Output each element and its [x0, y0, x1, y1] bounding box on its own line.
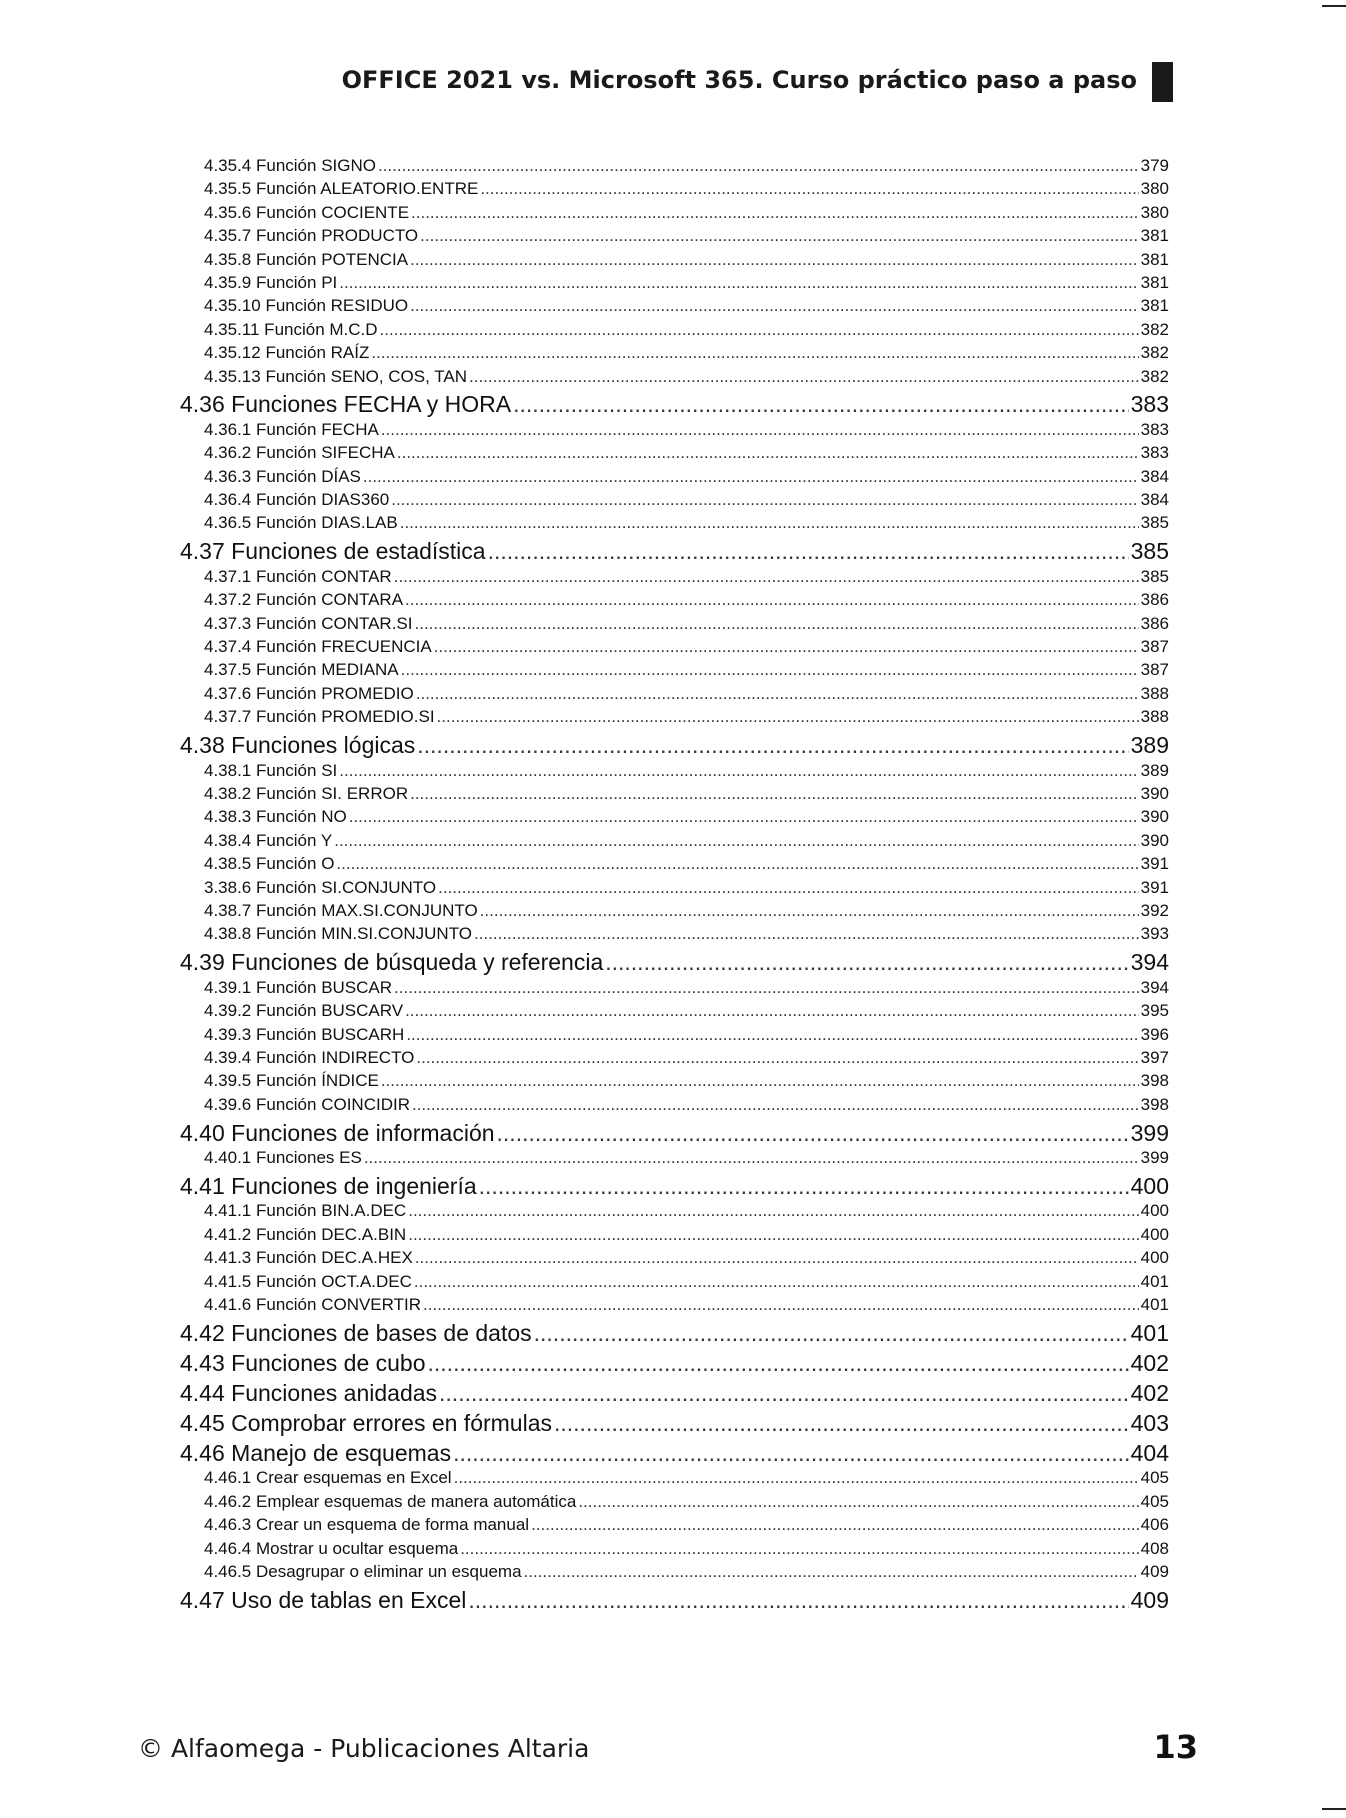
toc-entry-title: 4.36.3 Función DÍAS: [204, 466, 361, 486]
running-header: [180, 62, 1173, 102]
toc-entry-page: 386: [1140, 590, 1169, 610]
toc-subsection-entry: [180, 1071, 1169, 1094]
toc-dot-leader: [339, 761, 1138, 781]
toc-subsection-entry: [180, 467, 1169, 490]
toc-entry-title: 4.39.1 Función BUSCAR: [204, 977, 393, 997]
toc-dot-leader: [416, 684, 1139, 704]
toc-entry-title: 4.46.5 Desagrupar o eliminar un esquema: [204, 1561, 522, 1581]
toc-subsection-entry: [180, 1001, 1169, 1024]
toc-subsection-entry: [180, 420, 1169, 443]
toc-subsection-entry: [180, 1272, 1169, 1295]
copyright-text: © Alfaomega - Publicaciones Altaria: [138, 1734, 590, 1763]
toc-dot-leader: [438, 878, 1139, 898]
page-number: 13: [1153, 1728, 1198, 1766]
toc-subsection-entry: [180, 296, 1169, 319]
toc-entry-page: 400: [1140, 1201, 1169, 1221]
toc-entry-title: 3.38.6 Función SI.CONJUNTO: [204, 877, 437, 897]
toc-entry-title: 4.41.2 Función DEC.A.BIN: [204, 1224, 407, 1244]
toc-subsection-entry: [180, 614, 1169, 637]
toc-dot-leader: [434, 637, 1139, 657]
toc-entry-title: 4.35.5 Función ALEATORIO.ENTRE: [204, 179, 479, 199]
toc-entry-title: 4.39.3 Función BUSCARH: [204, 1024, 405, 1044]
toc-subsection-entry: [180, 567, 1169, 590]
toc-entry-page: 385: [1140, 513, 1169, 533]
toc-subsection-entry: [180, 1225, 1169, 1248]
toc-subsection-entry: [180, 878, 1169, 901]
toc-entry-title: 4.36.2 Función SIFECHA: [204, 443, 395, 463]
toc-entry-page: 387: [1140, 637, 1169, 657]
toc-entry-page: 384: [1140, 466, 1169, 486]
toc-dot-leader: [405, 1001, 1139, 1021]
toc-dot-leader: [497, 1120, 1129, 1147]
toc-entry-title: 4.38.2 Función SI. ERROR: [204, 783, 409, 803]
toc-subsection-entry: [180, 1248, 1169, 1271]
toc-entry-page: 394: [1140, 977, 1169, 997]
toc-dot-leader: [534, 1320, 1129, 1347]
page-footer: [138, 1728, 1198, 1768]
toc-dot-leader: [397, 443, 1139, 463]
toc-dot-leader: [400, 513, 1139, 533]
toc-entry-title: 4.35.8 Función POTENCIA: [204, 249, 409, 269]
toc-dot-leader: [479, 1173, 1129, 1200]
toc-dot-leader: [349, 807, 1139, 827]
toc-dot-leader: [480, 901, 1139, 921]
toc-entry-page: 402: [1130, 1349, 1169, 1376]
toc-entry-title: 4.41.5 Función OCT.A.DEC: [204, 1271, 412, 1291]
toc-dot-leader: [394, 978, 1139, 998]
toc-entry-page: 385: [1140, 566, 1169, 586]
toc-entry-title: 4.39.2 Función BUSCARV: [204, 1001, 404, 1021]
toc-dot-leader: [524, 1562, 1139, 1582]
toc-entry-page: 388: [1140, 683, 1169, 703]
toc-dot-leader: [410, 250, 1139, 270]
toc-entry-page: 395: [1140, 1001, 1169, 1021]
toc-entry-page: 404: [1130, 1439, 1169, 1466]
header-bar: [1152, 62, 1173, 102]
toc-subsection-entry: [180, 1562, 1169, 1585]
toc-entry-page: 408: [1140, 1538, 1169, 1558]
toc-dot-leader: [410, 784, 1139, 804]
toc-entry-page: 382: [1140, 343, 1169, 363]
toc-entry-title: 4.42 Funciones de bases de datos: [180, 1319, 532, 1346]
toc-entry-title: 4.41 Funciones de ingeniería: [180, 1172, 477, 1199]
toc-entry-title: 4.35.9 Función PI: [204, 272, 338, 292]
toc-entry-title: 4.35.13 Función SENO, COS, TAN: [204, 366, 467, 386]
toc-entry-page: 400: [1140, 1248, 1169, 1268]
toc-entry-page: 405: [1140, 1468, 1169, 1488]
toc-entry-page: 396: [1140, 1024, 1169, 1044]
toc-entry-title: 4.35.4 Función SIGNO: [204, 156, 376, 175]
toc-entry-page: 403: [1130, 1409, 1169, 1436]
toc-dot-leader: [417, 732, 1128, 759]
toc-entry-page: 386: [1140, 613, 1169, 633]
toc-subsection-entry: [180, 1468, 1169, 1491]
toc-entry-page: 400: [1130, 1172, 1169, 1199]
toc-entry-page: 383: [1140, 419, 1169, 439]
toc-dot-leader: [488, 538, 1129, 565]
toc-subsection-entry: [180, 924, 1169, 947]
toc-subsection-entry: [180, 443, 1169, 466]
toc-entry-title: 4.46.2 Emplear esquemas de manera automática: [204, 1491, 577, 1511]
toc-section-entry: [180, 1318, 1169, 1348]
toc-entry-page: 380: [1140, 202, 1169, 222]
toc-subsection-entry: [180, 637, 1169, 660]
toc-subsection-entry: [180, 854, 1169, 877]
toc-dot-leader: [469, 367, 1139, 387]
book-title: OFFICE 2021 vs. Microsoft 365. Curso práctico paso a paso: [341, 66, 1137, 94]
toc-entry-title: 4.36.4 Función DIAS360: [204, 490, 390, 510]
toc-subsection-entry: [180, 807, 1169, 830]
toc-dot-leader: [406, 1025, 1138, 1045]
toc-section-entry: [180, 948, 1169, 978]
toc-subsection-entry: [180, 1201, 1169, 1224]
toc-entry-title: 4.35.11 Función M.C.D: [204, 319, 378, 339]
toc-entry-page: 379: [1140, 156, 1169, 175]
toc-subsection-entry: [180, 590, 1169, 613]
toc-subsection-entry: [180, 1095, 1169, 1118]
toc-entry-title: 4.41.6 Función CONVERTIR: [204, 1295, 421, 1315]
toc-subsection-entry: [180, 1539, 1169, 1562]
toc-subsection-entry: [180, 490, 1169, 513]
toc-entry-page: 381: [1140, 296, 1169, 316]
toc-dot-leader: [401, 660, 1139, 680]
toc-subsection-entry: [180, 156, 1169, 179]
toc-dot-leader: [468, 1587, 1128, 1614]
toc-section-entry: [180, 1118, 1169, 1148]
toc-entry-page: 394: [1130, 949, 1169, 976]
toc-dot-leader: [411, 203, 1139, 223]
toc-subsection-entry: [180, 684, 1169, 707]
toc-entry-title: 4.44 Funciones anidadas: [180, 1379, 438, 1406]
toc-section-entry: [180, 537, 1169, 567]
toc-dot-leader: [605, 949, 1128, 976]
toc-dot-leader: [391, 490, 1138, 510]
toc-entry-title: 4.38.8 Función MIN.SI.CONJUNTO: [204, 924, 472, 944]
toc-subsection-entry: [180, 831, 1169, 854]
toc-subsection-entry: [180, 343, 1169, 366]
crop-mark-top: [1322, 5, 1346, 7]
toc-dot-leader: [415, 614, 1139, 634]
toc-subsection-entry: [180, 1515, 1169, 1538]
toc-subsection-entry: [180, 367, 1169, 390]
toc-entry-title: 4.41.3 Función DEC.A.HEX: [204, 1248, 413, 1268]
toc-entry-page: 399: [1130, 1119, 1169, 1146]
toc-entry-page: 385: [1130, 538, 1169, 565]
toc-entry-title: 4.46.1 Crear esquemas en Excel: [204, 1468, 452, 1488]
toc-entry-title: 4.36.1 Función FECHA: [204, 419, 379, 439]
toc-entry-title: 4.37.4 Función FRECUENCIA: [204, 637, 432, 657]
toc-dot-leader: [460, 1539, 1138, 1559]
toc-dot-leader: [364, 1148, 1139, 1168]
toc-dot-leader: [381, 1071, 1139, 1091]
toc-subsection-entry: [180, 1148, 1169, 1171]
toc-dot-leader: [371, 343, 1138, 363]
toc-dot-leader: [454, 1468, 1139, 1488]
toc-dot-leader: [339, 273, 1138, 293]
toc-entry-title: 4.46.4 Mostrar u ocultar esquema: [204, 1538, 459, 1558]
toc-entry-title: 4.38.5 Función O: [204, 854, 335, 874]
toc-subsection-entry: [180, 1048, 1169, 1071]
toc-entry-title: 4.37.5 Función MEDIANA: [204, 660, 399, 680]
toc-entry-page: 402: [1130, 1379, 1169, 1406]
toc-dot-leader: [363, 467, 1139, 487]
toc-subsection-entry: [180, 707, 1169, 730]
toc-entry-page: 401: [1130, 1319, 1169, 1346]
toc-entry-title: 4.39.5 Función ÍNDICE: [204, 1071, 379, 1091]
toc-entry-title: 4.40.1 Funciones ES: [204, 1148, 362, 1168]
toc-entry-title: 4.39.4 Función INDIRECTO: [204, 1047, 415, 1067]
toc-dot-leader: [416, 1048, 1138, 1068]
toc-entry-title: 4.37.2 Función CONTARA: [204, 590, 404, 610]
toc-dot-leader: [415, 1248, 1139, 1268]
toc-entry-page: 392: [1140, 900, 1169, 920]
toc-subsection-entry: [180, 203, 1169, 226]
toc-entry-page: 381: [1140, 249, 1169, 269]
toc-entry-page: 390: [1140, 830, 1169, 850]
toc-entry-title: 4.38.7 Función MAX.SI.CONJUNTO: [204, 900, 478, 920]
toc-dot-leader: [513, 391, 1129, 418]
toc-entry-page: 399: [1140, 1148, 1169, 1168]
toc-entry-title: 4.35.12 Función RAÍZ: [204, 343, 370, 363]
toc-entry-page: 389: [1140, 760, 1169, 780]
toc-section-entry: [180, 1171, 1169, 1201]
toc-entry-title: 4.35.10 Función RESIDUO: [204, 296, 409, 316]
toc-dot-leader: [378, 156, 1139, 176]
toc-entry-title: 4.46.3 Crear un esquema de forma manual: [204, 1515, 530, 1535]
toc-entry-page: 382: [1140, 319, 1169, 339]
table-of-contents: [180, 156, 1169, 1615]
toc-entry-title: 4.38.3 Función NO: [204, 807, 347, 827]
toc-entry-title: 4.46 Manejo de esquemas: [180, 1439, 452, 1466]
toc-section-entry: [180, 1585, 1169, 1615]
toc-subsection-entry: [180, 1025, 1169, 1048]
toc-dot-leader: [334, 831, 1138, 851]
toc-subsection-entry: [180, 513, 1169, 536]
toc-entry-title: 4.38 Funciones lógicas: [180, 732, 416, 759]
toc-section-entry: [180, 731, 1169, 761]
toc-subsection-entry: [180, 901, 1169, 924]
toc-section-entry: [180, 1438, 1169, 1468]
toc-dot-leader: [414, 1272, 1139, 1292]
toc-entry-title: 4.39 Funciones de búsqueda y referencia: [180, 949, 604, 976]
toc-dot-leader: [578, 1492, 1138, 1512]
toc-entry-title: 4.37.3 Función CONTAR.SI: [204, 613, 413, 633]
toc-section-entry: [180, 1348, 1169, 1378]
toc-subsection-entry: [180, 978, 1169, 1001]
toc-entry-title: 4.47 Uso de tablas en Excel: [180, 1586, 467, 1613]
toc-entry-page: 390: [1140, 807, 1169, 827]
toc-dot-leader: [336, 854, 1138, 874]
toc-section-entry: [180, 390, 1169, 420]
toc-entry-page: 391: [1140, 877, 1169, 897]
toc-dot-leader: [428, 1350, 1129, 1377]
toc-dot-leader: [437, 707, 1139, 727]
toc-entry-page: 387: [1140, 660, 1169, 680]
toc-entry-title: 4.45 Comprobar errores en fórmulas: [180, 1409, 552, 1436]
toc-dot-leader: [380, 320, 1139, 340]
toc-dot-leader: [408, 1201, 1138, 1221]
toc-dot-leader: [439, 1380, 1129, 1407]
toc-entry-page: 405: [1140, 1491, 1169, 1511]
toc-entry-page: 383: [1130, 391, 1169, 418]
toc-subsection-entry: [180, 1492, 1169, 1515]
toc-entry-page: 393: [1140, 924, 1169, 944]
toc-entry-page: 397: [1140, 1047, 1169, 1067]
toc-dot-leader: [410, 296, 1139, 316]
toc-dot-leader: [405, 590, 1139, 610]
toc-section-entry: [180, 1408, 1169, 1438]
toc-dot-leader: [408, 1225, 1138, 1245]
toc-subsection-entry: [180, 1295, 1169, 1318]
toc-entry-page: 391: [1140, 854, 1169, 874]
toc-entry-title: 4.41.1 Función BIN.A.DEC: [204, 1201, 407, 1221]
toc-entry-page: 383: [1140, 443, 1169, 463]
toc-entry-page: 406: [1140, 1515, 1169, 1535]
toc-entry-title: 4.39.6 Función COINCIDIR: [204, 1094, 410, 1114]
toc-entry-page: 384: [1140, 490, 1169, 510]
toc-entry-page: 398: [1140, 1094, 1169, 1114]
toc-entry-page: 380: [1140, 179, 1169, 199]
toc-entry-page: 382: [1140, 366, 1169, 386]
toc-entry-page: 390: [1140, 783, 1169, 803]
toc-subsection-entry: [180, 226, 1169, 249]
toc-entry-title: 4.40 Funciones de información: [180, 1119, 495, 1146]
toc-entry-page: 401: [1140, 1295, 1169, 1315]
toc-entry-page: 381: [1140, 226, 1169, 246]
toc-subsection-entry: [180, 660, 1169, 683]
toc-subsection-entry: [180, 250, 1169, 273]
toc-dot-leader: [531, 1515, 1139, 1535]
toc-entry-title: 4.35.6 Función COCIENTE: [204, 202, 410, 222]
toc-dot-leader: [480, 179, 1138, 199]
toc-dot-leader: [412, 1095, 1139, 1115]
toc-entry-title: 4.37.7 Función PROMEDIO.SI: [204, 707, 435, 727]
toc-entry-page: 409: [1140, 1561, 1169, 1581]
toc-entry-title: 4.35.7 Función PRODUCTO: [204, 226, 419, 246]
toc-entry-title: 4.43 Funciones de cubo: [180, 1349, 426, 1376]
toc-dot-leader: [394, 567, 1139, 587]
toc-entry-title: 4.37 Funciones de estadística: [180, 538, 486, 565]
toc-entry-page: 381: [1140, 272, 1169, 292]
toc-subsection-entry: [180, 320, 1169, 343]
crop-mark-bottom: [1322, 1808, 1346, 1810]
toc-entry-page: 398: [1140, 1071, 1169, 1091]
toc-subsection-entry: [180, 179, 1169, 202]
toc-dot-leader: [420, 226, 1138, 246]
toc-entry-page: 400: [1140, 1224, 1169, 1244]
toc-entry-title: 4.37.1 Función CONTAR: [204, 566, 392, 586]
toc-dot-leader: [474, 924, 1139, 944]
toc-dot-leader: [381, 420, 1139, 440]
toc-subsection-entry: [180, 273, 1169, 296]
toc-entry-page: 409: [1130, 1586, 1169, 1613]
toc-entry-page: 388: [1140, 707, 1169, 727]
toc-subsection-entry: [180, 784, 1169, 807]
toc-entry-page: 389: [1130, 732, 1169, 759]
toc-subsection-entry: [180, 761, 1169, 784]
toc-dot-leader: [423, 1295, 1139, 1315]
toc-dot-leader: [554, 1410, 1129, 1437]
toc-entry-page: 401: [1140, 1271, 1169, 1291]
toc-entry-title: 4.36.5 Función DIAS.LAB: [204, 513, 398, 533]
toc-section-entry: [180, 1378, 1169, 1408]
toc-entry-title: 4.36 Funciones FECHA y HORA: [180, 391, 512, 418]
toc-entry-title: 4.37.6 Función PROMEDIO: [204, 683, 414, 703]
toc-dot-leader: [453, 1440, 1129, 1467]
toc-entry-title: 4.38.1 Función SI: [204, 760, 338, 780]
toc-entry-title: 4.38.4 Función Y: [204, 830, 333, 850]
